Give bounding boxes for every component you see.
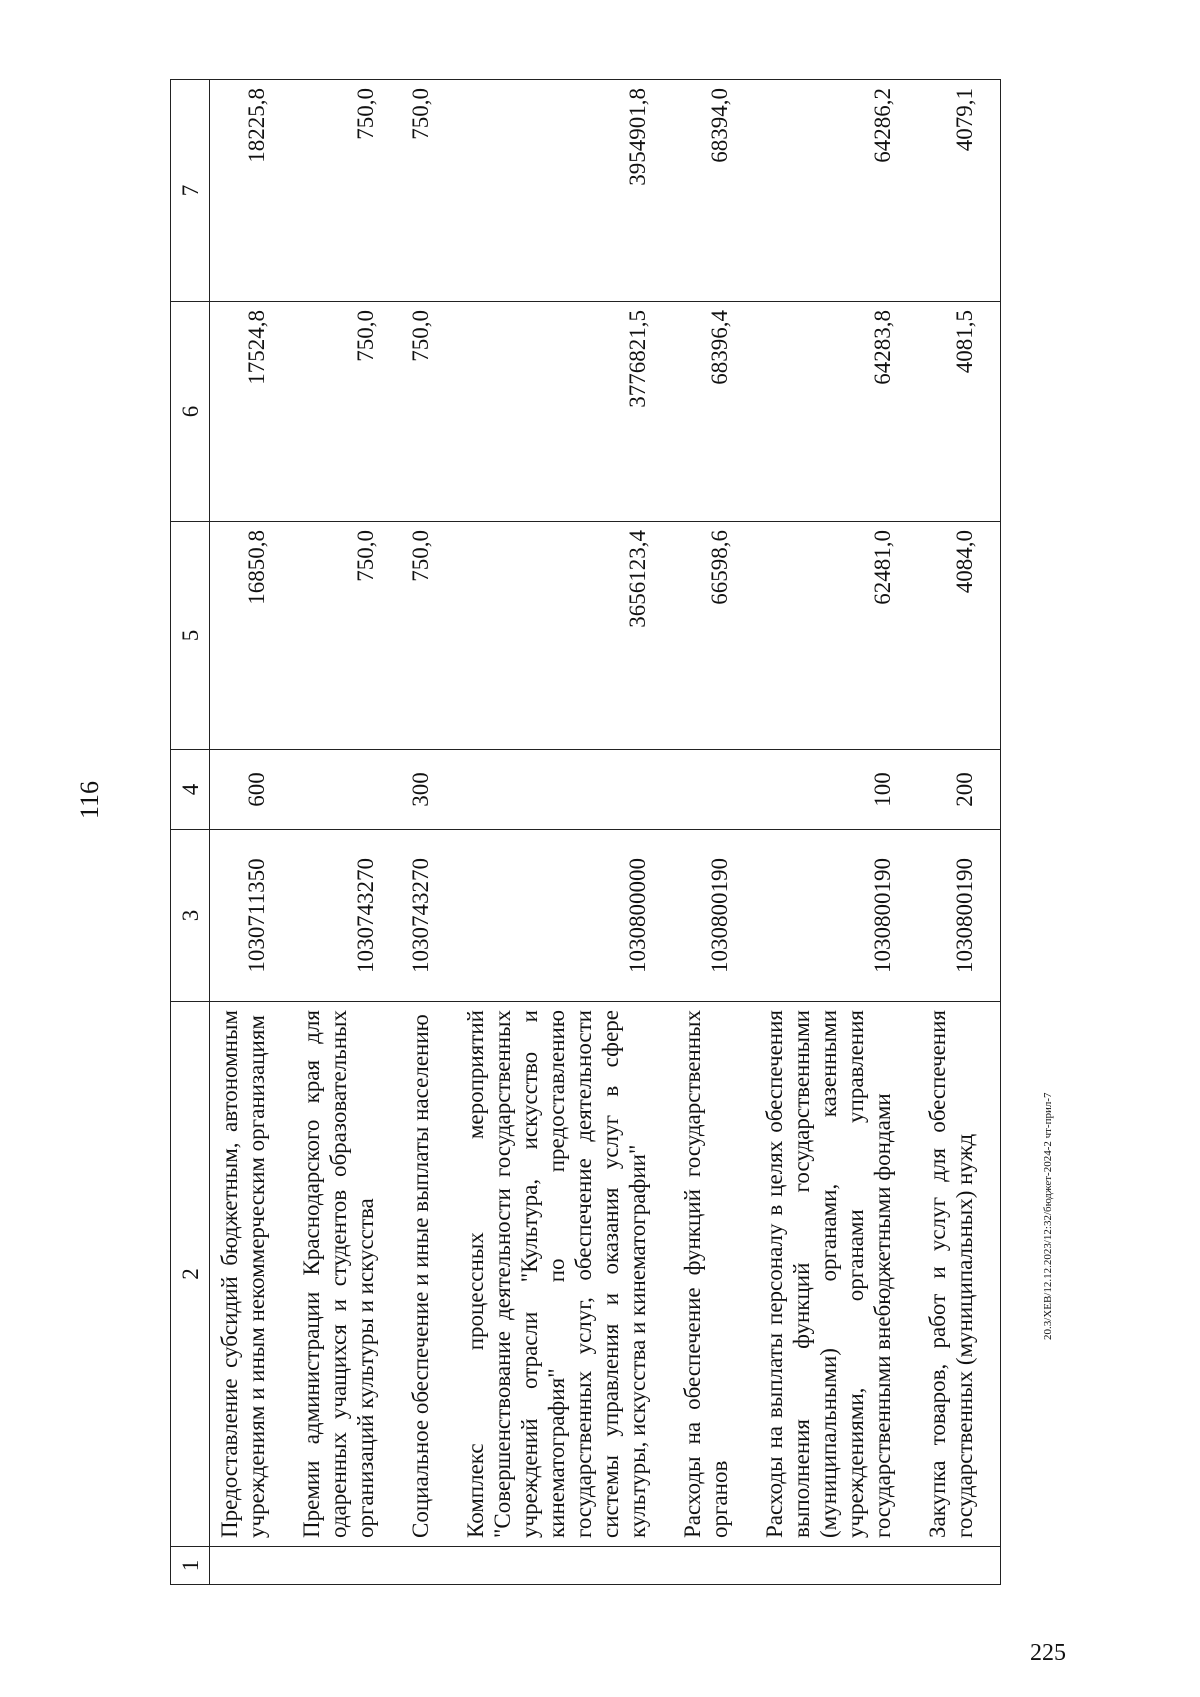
cell-amount-5: 750,0 [292, 522, 401, 750]
header-col-3: 3 [171, 830, 210, 1002]
header-col-2: 2 [171, 1002, 210, 1547]
cell-code: 1030800190 [755, 830, 918, 1002]
footer-code: 20.3/XEB/12.12.2023/12:32/бюджет-2024-2 чт-прил-7 [1042, 1092, 1054, 1340]
cell-name: Предоставление субсидий бюджетным, автономным учреждениям и иным некоммерческим организациям [210, 1002, 293, 1547]
cell-amount-7: 18225,8 [210, 80, 293, 302]
cell-name: Расходы на обеспечение функций государственных органов [673, 1002, 755, 1547]
cell-code: 1030743270 [292, 830, 401, 1002]
table-row [292, 80, 401, 1585]
cell-expense-type: 300 [401, 750, 456, 830]
cell-col-1 [401, 1547, 456, 1585]
cell-amount-5: 16850,8 [210, 522, 293, 750]
cell-amount-7: 3954901,8 [456, 80, 673, 302]
cell-amount-6: 4081,5 [918, 302, 1001, 522]
cell-name: Расходы на выплаты персоналу в целях обеспечения выполнения функций государственными (муниципальными) органами, казенными учреждениями, органами управления государственными внебюджетными фондами [755, 1002, 918, 1547]
cell-col-1 [918, 1547, 1001, 1585]
cell-expense-type: 600 [210, 750, 293, 830]
table-row [918, 80, 1001, 1585]
cell-amount-7: 4079,1 [918, 80, 1001, 302]
cell-col-1 [673, 1547, 755, 1585]
cell-col-1 [210, 1547, 293, 1585]
budget-table [170, 79, 1001, 1585]
table-row [673, 80, 755, 1585]
table-row [456, 80, 673, 1585]
header-row [171, 80, 210, 1585]
cell-amount-5: 750,0 [401, 522, 456, 750]
cell-code: 1030800000 [456, 830, 673, 1002]
sheet-number: 225 [1030, 1640, 1066, 1666]
cell-code: 1030743270 [401, 830, 456, 1002]
cell-amount-7: 750,0 [401, 80, 456, 302]
cell-col-1 [292, 1547, 401, 1585]
cell-amount-7: 68394,0 [673, 80, 755, 302]
cell-code: 1030711350 [210, 830, 293, 1002]
cell-expense-type [673, 750, 755, 830]
cell-name: Социальное обеспечение и иные выплаты населению [401, 1002, 456, 1547]
cell-amount-7: 750,0 [292, 80, 401, 302]
page-number: 116 [75, 780, 104, 820]
header-col-7: 7 [171, 80, 210, 302]
cell-name: Комплекс процессных мероприятий "Совершенствование деятельности государственных учреждений отрасли "Культура, искусство и кинематография" по предоставлению государственных услуг, обеспечение деятельности системы управления и оказания услуг в сфере культуры, искусства и кинематографии" [456, 1002, 673, 1547]
cell-code: 1030800190 [918, 830, 1001, 1002]
cell-amount-6: 750,0 [401, 302, 456, 522]
header-col-4: 4 [171, 750, 210, 830]
cell-col-1 [456, 1547, 673, 1585]
table-row [755, 80, 918, 1585]
table-row [210, 80, 293, 1585]
header-col-6: 6 [171, 302, 210, 522]
cell-amount-6: 68396,4 [673, 302, 755, 522]
header-col-5: 5 [171, 522, 210, 750]
cell-expense-type [292, 750, 401, 830]
cell-amount-5: 3656123,4 [456, 522, 673, 750]
cell-amount-6: 750,0 [292, 302, 401, 522]
cell-expense-type: 100 [755, 750, 918, 830]
cell-amount-5: 66598,6 [673, 522, 755, 750]
cell-expense-type: 200 [918, 750, 1001, 830]
cell-col-1 [755, 1547, 918, 1585]
cell-amount-6: 3776821,5 [456, 302, 673, 522]
cell-amount-6: 64283,8 [755, 302, 918, 522]
cell-amount-5: 4084,0 [918, 522, 1001, 750]
cell-name: Закупка товаров, работ и услуг для обеспечения государственных (муниципальных) нужд [918, 1002, 1001, 1547]
budget-table-rotated [170, 80, 1085, 1585]
header-col-1: 1 [171, 1547, 210, 1585]
cell-name: Премии администрации Краснодарского края для одаренных учащихся и студентов образовательных организаций культуры и искусства [292, 1002, 401, 1547]
cell-amount-5: 62481,0 [755, 522, 918, 750]
cell-expense-type [456, 750, 673, 830]
cell-amount-7: 64286,2 [755, 80, 918, 302]
table-row [401, 80, 456, 1585]
cell-amount-6: 17524,8 [210, 302, 293, 522]
cell-code: 1030800190 [673, 830, 755, 1002]
